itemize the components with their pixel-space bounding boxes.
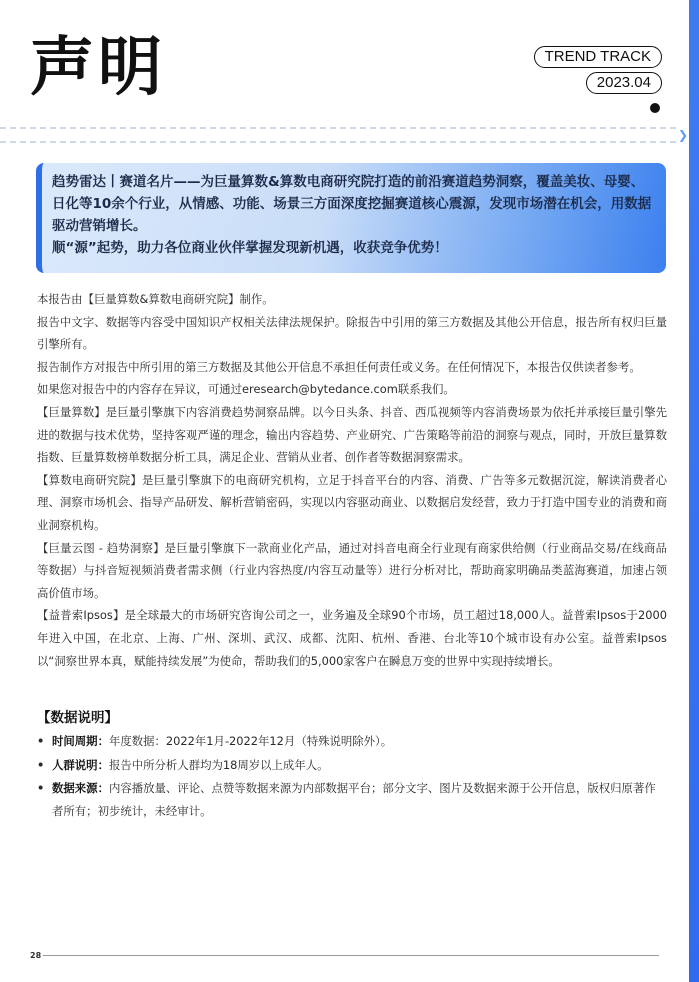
item-label: 数据来源： — [52, 781, 109, 796]
body-paragraph: 本报告由【巨量算数&算数电商研究院】制作。 — [37, 292, 274, 306]
item-text: 内容播放量、评论、点赞等数据来源为内部数据平台；部分文字、图片及数据来源于公开信息，版权归原著作者所有；初步统计，未经审计。 — [52, 781, 656, 818]
list-item — [37, 754, 667, 777]
item-label: 时间周期： — [52, 734, 109, 748]
list-item — [37, 730, 667, 753]
bullet-icon: • — [37, 757, 45, 772]
body-paragraph: 【巨量云图 - 趋势洞察】是巨量引擎旗下一款商业化产品，通过对抖音电商全行业现有商家供给侧（行业商品交易/在线商品等数据）与抖音短视频消费者需求侧（行业内容热度/内容互动量等）进行分析对比，帮助商家明确品类蓝海赛道，加速占领高价值市场。 — [37, 540, 667, 600]
dashed-divider — [0, 125, 688, 145]
list-item — [37, 777, 667, 822]
body-paragraph: 【算数电商研究院】是巨量引擎旗下的电商研究机构，立足于抖音平台的内容、消费、广告等多元数据沉淀，解读消费者心理、洞察市场机会、指导产品研发、解析营销密码，实现以内容驱动商业、以数据启发经营，致力于打造中国专业的消费和商业洞察机构。 — [37, 472, 667, 532]
bullet-icon: • — [37, 734, 45, 748]
body-paragraph: 如果您对报告中的内容存在异议，可通过eresearch@bytedance.com联系我们。 — [37, 382, 455, 397]
intro-banner — [36, 163, 666, 273]
body-paragraph: 【益普索Ipsos】是全球最大的市场研究咨询公司之一，业务遍及全球90个市场，员工超过18,000人。益普索Ipsos于2000年进入中国，在北京、上海、广州、深圳、武汉、成都、沈阳、杭州、香港、台北等10个城市设有办公室。益普索Ipsos以“洞察世界本真，赋能持续发展”为使命，帮助我们的5,000家客户在瞬息万变的世界中实现持续增长。 — [37, 608, 667, 668]
page-number: 28 — [30, 951, 42, 960]
page-title: 声明 — [30, 31, 166, 105]
body-paragraph: 报告制作方对报告中所引用的第三方数据及其他公开信息不承担任何责任或义务。在任何情况下，本报告仅供读者参考。 — [37, 359, 641, 374]
body-paragraph: 报告中文字、数据等内容受中国知识产权相关法律法规保护。除报告中引用的第三方数据及其他公开信息，报告所有权归巨量引擎所有。 — [37, 314, 667, 352]
data-notes-list — [37, 730, 667, 823]
dashed-line — [0, 127, 676, 143]
data-section-title: 【数据说明】 — [37, 710, 118, 726]
footer-divider — [43, 955, 659, 956]
item-label: 人群说明： — [52, 757, 109, 772]
banner-text-1: 趋势雷达丨赛道名片——为巨量算数&算数电商研究院打造的前沿赛道趋势洞察，覆盖美妆、母婴、日化等10余个行业，从情感、功能、场景三方面深度挖掘赛道核心震源，发现市场潜在机会，用数据驱动营销增长。 — [52, 174, 652, 234]
banner-text-2: 顺“源”起势，助力各位商业伙伴掌握发现新机遇，收获竞争优势！ — [52, 240, 448, 256]
chevron-right-icon: ❯ — [678, 128, 689, 142]
item-text: 年度数据：2022年1月-2022年12月（特殊说明除外）。 — [108, 734, 393, 748]
trend-track-tag: TREND TRACK — [534, 46, 662, 68]
bullet-icon: • — [37, 781, 45, 796]
decorative-dot — [650, 103, 660, 113]
right-accent-band — [689, 0, 699, 982]
body-paragraph: 【巨量算数】是巨量引擎旗下内容消费趋势洞察品牌。以今日头条、抖音、西瓜视频等内容消费场景为依托并承接巨量引擎先进的数据与技术优势，坚持客观严谨的理念，输出内容趋势、产业研究、广告策略等前沿的洞察与观点，同时，开放巨量算数指数、巨量算数榜单数据分析工具，满足企业、营销从业者、创作者等数据洞察需求。 — [37, 404, 667, 465]
date-tag: 2023.04 — [586, 72, 662, 94]
statement-body — [37, 288, 667, 672]
item-text: 报告中所分析人群均为18周岁以上成年人。 — [108, 757, 329, 772]
